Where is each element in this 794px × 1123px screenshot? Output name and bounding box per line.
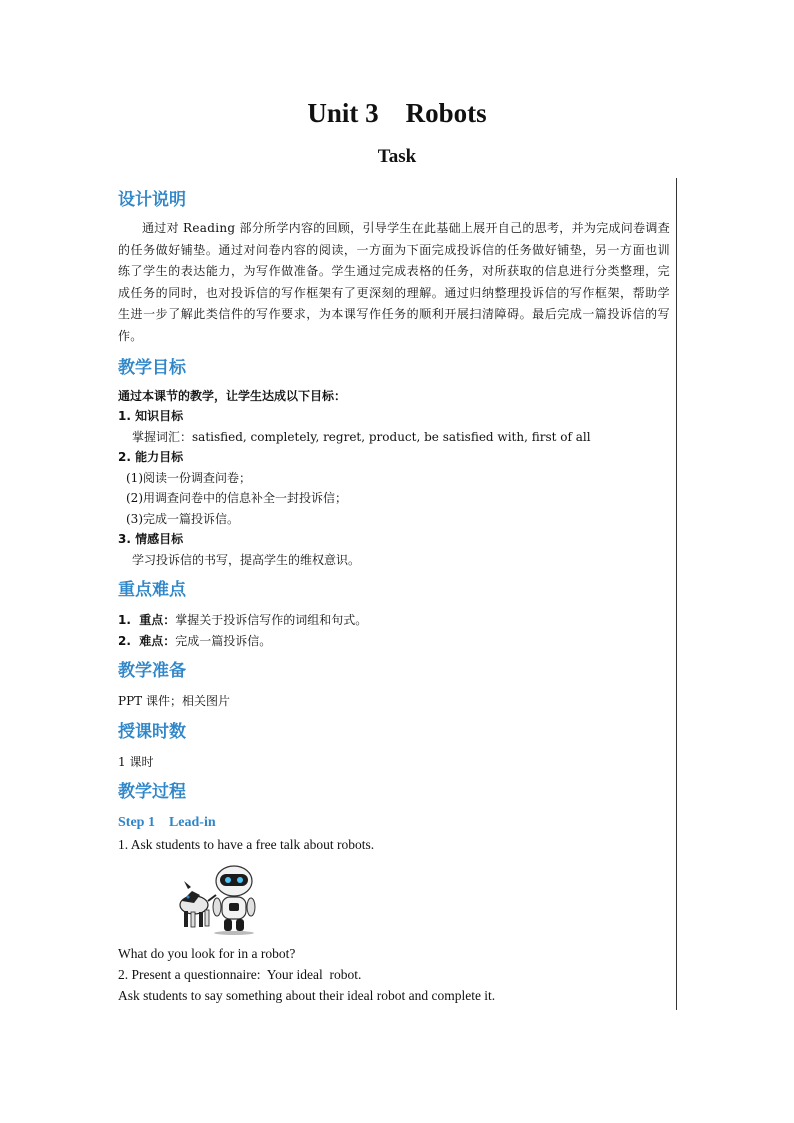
content-area	[118, 188, 670, 1006]
section-heading-design: 设计说明	[118, 190, 186, 210]
design-paragraph: 通过对 Reading 部分所学内容的回顾，引导学生在此基础上展开自己的思考，并为完成问卷调查的任务做好铺垫。通过对问卷内容的阅读，一方面为下面完成投诉信的任务做好铺垫，另一方面也训练了学生的表达能力，为写作做准备。学生通过完成表格的任务，对所获取的信息进行分类整理，完成任务的同时，也对投诉信的写作框架有了更深刻的理解。通过归纳整理投诉信的写作框架，帮助学生进一步了解此类信件的写作要求，为本课写作任务的顺利开展扫清障碍。最后完成一篇投诉信的写作。	[118, 221, 670, 343]
robot-picture	[164, 861, 274, 935]
goal-1-text: 掌握词汇：satisfied, completely, regret, product, be satisfied with, first of all	[132, 429, 591, 444]
section-heading-hours: 授课时数	[118, 721, 186, 742]
key-item-label: 1. 重点：	[118, 613, 176, 628]
robot-dog-icon	[180, 881, 216, 927]
section-heading-process: 教学过程	[118, 782, 186, 803]
goal-3-title: 3. 情感目标	[118, 532, 184, 547]
hours-text: 1 课时	[118, 754, 154, 769]
key-item-text: 完成一篇投诉信。	[175, 633, 272, 648]
goal-1-title: 1. 知识目标	[118, 409, 184, 424]
key-item-1	[118, 610, 670, 631]
process-line-4: Ask students to say something about their ideal robot and complete it.	[118, 988, 496, 1004]
process-line-2: What do you look for in a robot?	[118, 946, 296, 962]
process-line-1: 1. Ask students to have a free talk about robots.	[118, 837, 375, 853]
key-item-label: 2. 难点：	[118, 633, 176, 648]
margin-line	[676, 178, 677, 1010]
page-subtitle: Task	[377, 146, 417, 167]
key-item-2	[118, 631, 670, 652]
section-heading-key: 重点难点	[118, 580, 186, 601]
step-1-title: Step 1 Lead-in	[118, 815, 216, 831]
goal-2-item: (3)完成一篇投诉信。	[126, 511, 239, 526]
goals-intro: 通过本课节的教学，让学生达成以下目标：	[118, 388, 347, 403]
key-item-text: 掌握关于投诉信写作的词组和句式。	[175, 613, 368, 628]
humanoid-robot-icon	[213, 866, 255, 935]
goal-2-item: (1)阅读一份调查问卷；	[126, 470, 251, 485]
goal-2-item: (2)用调查问卷中的信息补全一封投诉信；	[126, 491, 347, 506]
page-title: Unit 3 Robots	[307, 98, 487, 128]
prep-text: PPT 课件；相关图片	[118, 694, 230, 709]
section-heading-prep: 教学准备	[118, 661, 186, 682]
section-heading-goals: 教学目标	[118, 357, 186, 378]
process-line-3: 2. Present a questionnaire: Your ideal robot.	[118, 967, 362, 983]
goal-3-text: 学习投诉信的书写，提高学生的维权意识。	[132, 552, 361, 567]
goal-2-title: 2. 能力目标	[118, 450, 184, 465]
